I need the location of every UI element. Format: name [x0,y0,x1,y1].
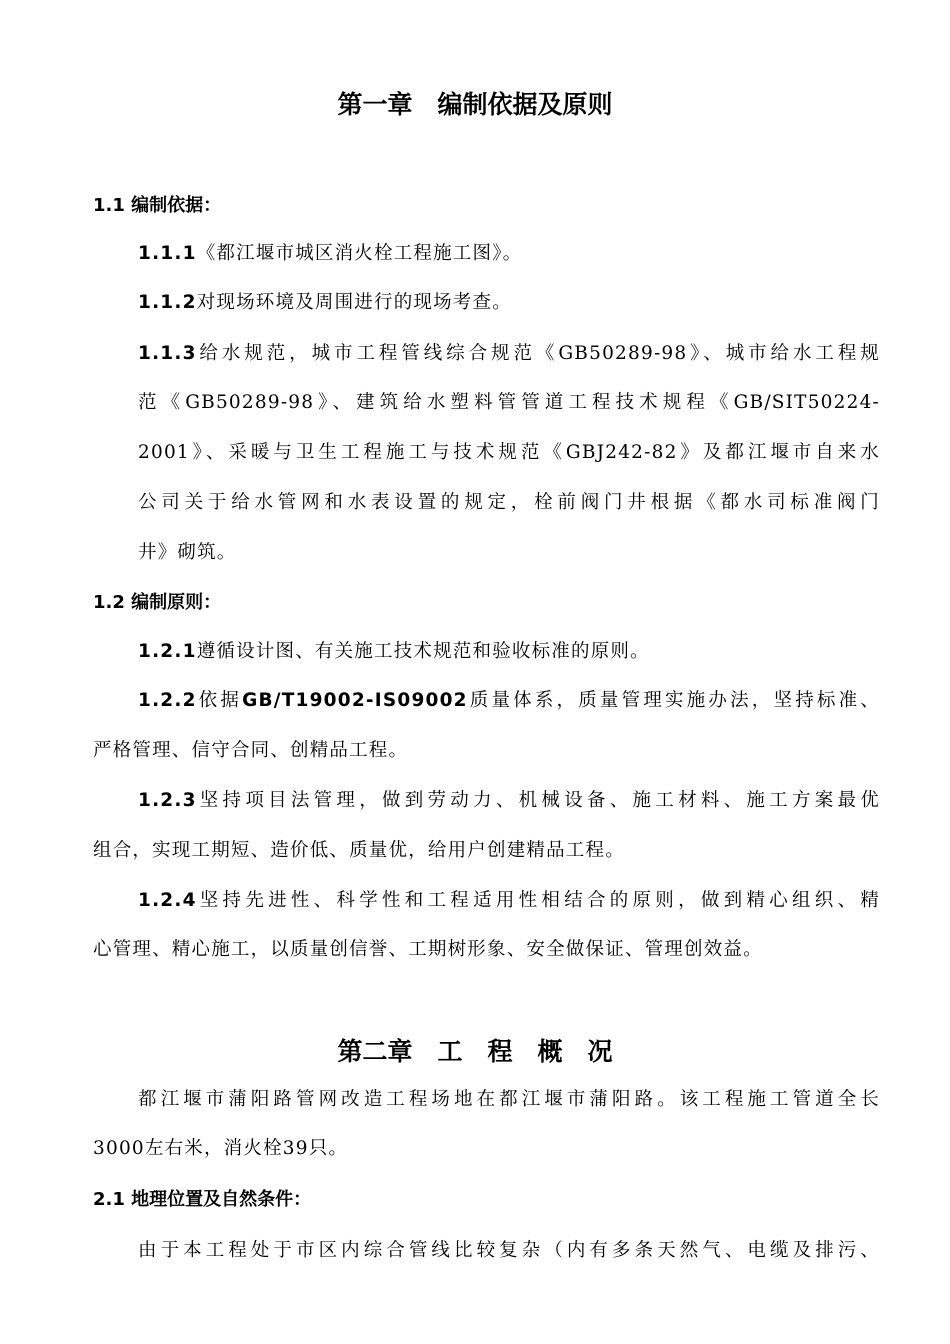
item-text: 对现场环境及周围进行的现场考查。 [196,292,512,313]
item-1-2-1 [138,637,650,663]
item-1-1-1 [138,239,522,265]
item-text: 坚持先进性、科学性和工程适用性相结合的原则，做到精心组织、精 [196,890,880,911]
item-text: 坚持项目法管理，做到劳动力、机械设备、施工材料、施工方案最优 [196,790,880,811]
item-1-2-2-line-1 [138,686,880,712]
item-number: 1.2.3 [138,790,197,811]
item-text-pre: 依据 [196,690,243,711]
item-1-2-4-line-2: 心管理、精心施工，以质量创信誉、工期树形象、安全做保证、管理创效益。 [93,939,763,960]
chapter-2-intro-line-1: 都江堰市蒲阳路管网改造工程场地在都江堰市蒲阳路。该工程施工管道全长 [138,1089,880,1110]
item-text: 质量体系，质量管理实施办法，坚持标准、 [467,690,880,711]
item-1-2-4-line-1 [138,886,880,912]
item-number: 1.1.3 [138,343,197,364]
chapter-2-intro-line-2: 3000左右米，消火栓39只。 [93,1138,349,1159]
item-number: 1.2.1 [138,641,197,662]
item-number: 1.1.1 [138,243,197,264]
item-1-1-3-line-2: 范《GB50289-98》、建筑给水塑料管管道工程技术规程《GB/SIT50224- [138,392,880,413]
item-number: 1.2.2 [138,690,197,711]
standard-code: GB/T19002-IS09002 [242,690,468,711]
item-1-2-3-line-2: 组合，实现工期短、造价低、质量优，给用户创建精品工程。 [93,840,625,861]
item-1-1-3-line-3: 2001》、采暖与卫生工程施工与技术规范《GBJ242-82》及都江堰市自来水 [138,442,880,463]
item-1-2-3-line-1 [138,786,880,812]
item-text: 给水规范，城市工程管线综合规范《GB50289-98》、城市给水工程规 [196,343,880,364]
item-1-1-3-line-1 [138,339,880,365]
item-text: 遵循设计图、有关施工技术规范和验收标准的原则。 [196,641,650,662]
section-1-1-heading: 1.1 编制依据： [93,195,222,216]
item-1-1-2 [138,288,512,314]
item-1-1-3-line-5: 井》砌筑。 [138,542,237,563]
chapter-1-title: 第一章 编制依据及原则 [337,90,613,119]
item-number: 1.1.2 [138,292,197,313]
item-1-1-3-line-4: 公司关于给水管网和水表设置的规定，栓前阀门井根据《都水司标准阀门 [138,492,880,513]
item-text: 《都江堰市城区消火栓工程施工图》。 [196,243,523,264]
item-1-2-2-line-2: 严格管理、信守合同、创精品工程。 [93,740,409,761]
section-2-1-line-1: 由于本工程处于市区内综合管线比较复杂（内有多条天然气、电缆及排污、 [138,1240,880,1261]
chapter-2-title: 第二章 工 程 概 况 [337,1037,613,1066]
section-1-2-heading: 1.2 编制原则： [93,592,222,613]
item-number: 1.2.4 [138,890,197,911]
section-2-1-heading: 2.1 地理位置及自然条件： [93,1189,312,1210]
